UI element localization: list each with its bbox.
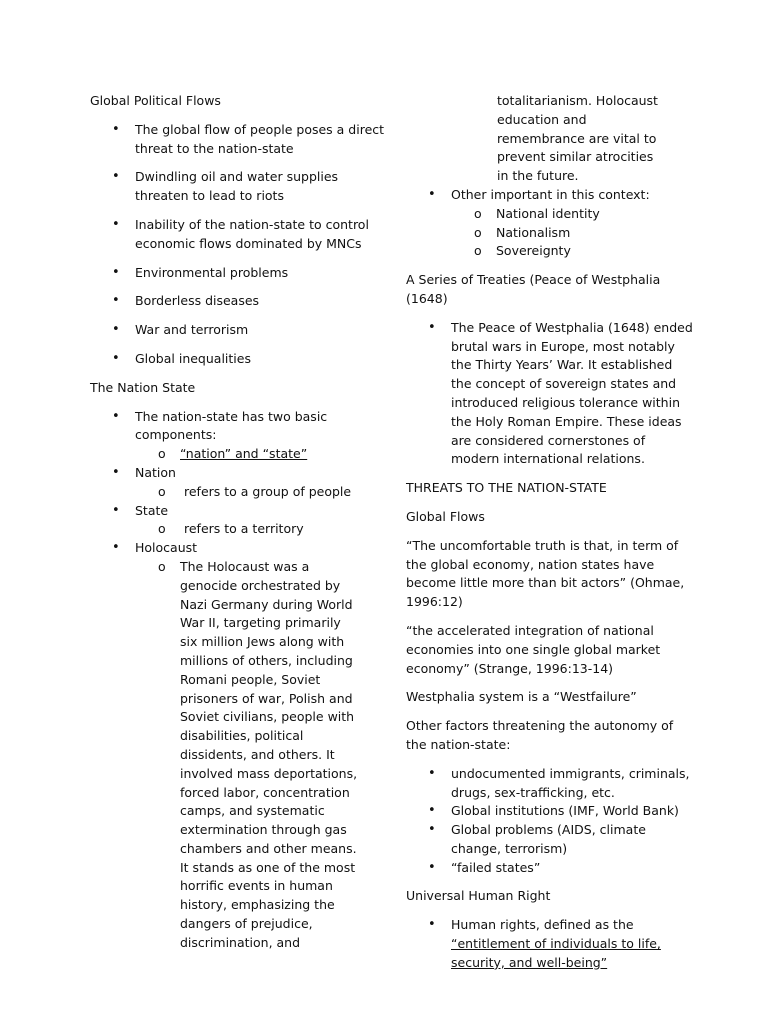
- sub-list: [135, 520, 390, 539]
- quote-ohmae: “The uncomfortable truth is that, in term of the global economy, nation states have become little more than bit actors” (Ohmae, 1996:12): [406, 537, 685, 610]
- list-item: [90, 464, 390, 502]
- left-column: [90, 92, 390, 963]
- list-item: [90, 321, 390, 340]
- list-item: [90, 408, 390, 464]
- list-item: [406, 821, 696, 859]
- list-item: [406, 765, 696, 803]
- bullet-marker: •: [428, 917, 436, 933]
- sub-list-item: [135, 483, 390, 502]
- bullet-marker: •: [112, 502, 120, 518]
- list-item-text: Borderless diseases: [135, 293, 260, 309]
- bullet-marker: •: [428, 765, 436, 781]
- bullet-marker: •: [112, 322, 120, 338]
- sub-item-text: refers to a territory: [184, 521, 304, 537]
- human-rights-list: [406, 916, 696, 972]
- bullet-marker: •: [428, 822, 436, 838]
- bullet-marker: •: [428, 803, 436, 819]
- list-item: [90, 121, 390, 159]
- sub-marker: o: [158, 483, 166, 499]
- list-item: [406, 319, 696, 469]
- holocaust-continuation: totalitarianism. Holocaust education and remembrance are vital to prevent similar atrocities in the future.: [497, 93, 658, 184]
- list-item: [90, 216, 390, 254]
- bullet-marker: •: [428, 859, 436, 875]
- list-item: [406, 859, 696, 878]
- heading-threats: THREATS TO THE NATION-STATE: [406, 480, 607, 496]
- heading-global-flows: Global Flows: [406, 508, 485, 524]
- sub-marker: o: [158, 446, 166, 462]
- nation-and-state-link-text: “nation” and “state”: [180, 446, 308, 462]
- human-rights-definition: “entitlement of individuals to life, security, and well-being”: [451, 936, 661, 970]
- list-item-text: Global institutions (IMF, World Bank): [451, 803, 679, 819]
- sub-list: [451, 205, 696, 261]
- bullet-marker: •: [112, 293, 120, 309]
- list-item: [406, 186, 696, 261]
- list-item-text: Nation: [135, 464, 176, 480]
- sub-list-item: [451, 224, 696, 243]
- bullet-marker: •: [428, 186, 436, 202]
- list-item-text: Global inequalities: [135, 350, 251, 366]
- sub-item-text: refers to a group of people: [184, 483, 352, 499]
- heading-universal-human-right: Universal Human Right: [406, 888, 551, 904]
- sub-list: [135, 558, 390, 953]
- westphalia-paragraph: The Peace of Westphalia (1648) ended brutal wars in Europe, most notably the Thirty Years’ War. It established the concept of sovereign states and introduced religious tolerance within the Holy Roman Empire. These ideas are considered cornerstones of modern international relations.: [451, 319, 693, 467]
- list-item-text: The global flow of people poses a direct threat to the nation-state: [135, 121, 385, 156]
- sub-item-text: National identity: [496, 205, 600, 221]
- heading-series-of-treaties: A Series of Treaties (Peace of Westphalia (1648): [406, 272, 661, 306]
- list-item-text: The nation-state has two basic components:: [135, 408, 328, 443]
- sub-list-item: [451, 205, 696, 224]
- sub-marker: o: [474, 243, 482, 259]
- bullet-marker: •: [112, 408, 120, 424]
- list-item-text: Other important in this context:: [451, 186, 650, 202]
- other-factors-text: Other factors threatening the autonomy of the nation-state:: [406, 718, 674, 752]
- bullet-marker: •: [112, 264, 120, 280]
- sub-marker: o: [158, 521, 166, 537]
- list-item: [90, 502, 390, 540]
- flows-list: [90, 121, 390, 369]
- westfailure-text: Westphalia system is a “Westfailure”: [406, 689, 637, 705]
- sub-list: [135, 445, 390, 464]
- list-item: [90, 264, 390, 283]
- list-item-text: undocumented immigrants, criminals, drugs, sex-trafficking, etc.: [451, 765, 690, 800]
- treaties-list: [406, 319, 696, 469]
- sub-list-item: [135, 558, 390, 953]
- bullet-marker: •: [112, 540, 120, 556]
- bullet-marker: •: [112, 464, 120, 480]
- factors-list: [406, 765, 696, 878]
- holocaust-paragraph: The Holocaust was a genocide orchestrated by Nazi Germany during World War II, targeting primarily six million Jews along with millions of others, including Romani people, Soviet prisoners of war, Polish and Soviet civilians, people with disabilities, political dissidents, and others. It involved mass deportations, forced labor, concentration camps, and systematic extermination through gas chambers and other means. It stands as one of the most horrific events in human history, emphasizing the dangers of prejudice, discrimination, and: [180, 558, 358, 950]
- sub-list: [135, 483, 390, 502]
- list-item-text: “failed states”: [451, 859, 541, 875]
- bullet-marker: •: [112, 350, 120, 366]
- list-item-text: Environmental problems: [135, 264, 289, 280]
- quote-strange: “the accelerated integration of national economies into one single global market economy” (Strange, 1996:13-14): [406, 622, 661, 676]
- sub-marker: o: [158, 558, 166, 574]
- bullet-marker: •: [112, 121, 120, 137]
- list-item: [90, 539, 390, 953]
- nation-state-list: [90, 408, 390, 953]
- sub-list-item: [135, 520, 390, 539]
- list-item-text: Holocaust: [135, 540, 198, 556]
- list-item-text: War and terrorism: [135, 322, 249, 338]
- list-item-text: State: [135, 502, 169, 518]
- sub-marker: o: [474, 205, 482, 221]
- list-item-text: Inability of the nation-state to control economic flows dominated by MNCs: [135, 216, 369, 251]
- sub-list-item: [135, 445, 390, 464]
- other-important-list: [406, 186, 696, 261]
- list-item: [90, 292, 390, 311]
- list-item: [406, 802, 696, 821]
- list-item-text: Dwindling oil and water supplies threaten to lead to riots: [135, 169, 339, 204]
- list-item: [90, 168, 390, 206]
- list-item: [90, 350, 390, 369]
- right-column: [406, 92, 696, 983]
- sub-item-text: Nationalism: [496, 224, 571, 240]
- list-item-text: Global problems (AIDS, climate change, terrorism): [451, 822, 646, 856]
- sub-list-item: [451, 242, 696, 261]
- heading-nation-state: The Nation State: [90, 379, 196, 395]
- bullet-marker: •: [112, 216, 120, 232]
- sub-item-text: Sovereignty: [496, 243, 571, 259]
- list-item: [406, 916, 696, 972]
- sub-marker: o: [474, 224, 482, 240]
- heading-global-political-flows: Global Political Flows: [90, 93, 221, 108]
- bullet-marker: •: [112, 169, 120, 185]
- bullet-marker: •: [428, 319, 436, 335]
- list-item-text: Human rights, defined as the: [451, 917, 634, 933]
